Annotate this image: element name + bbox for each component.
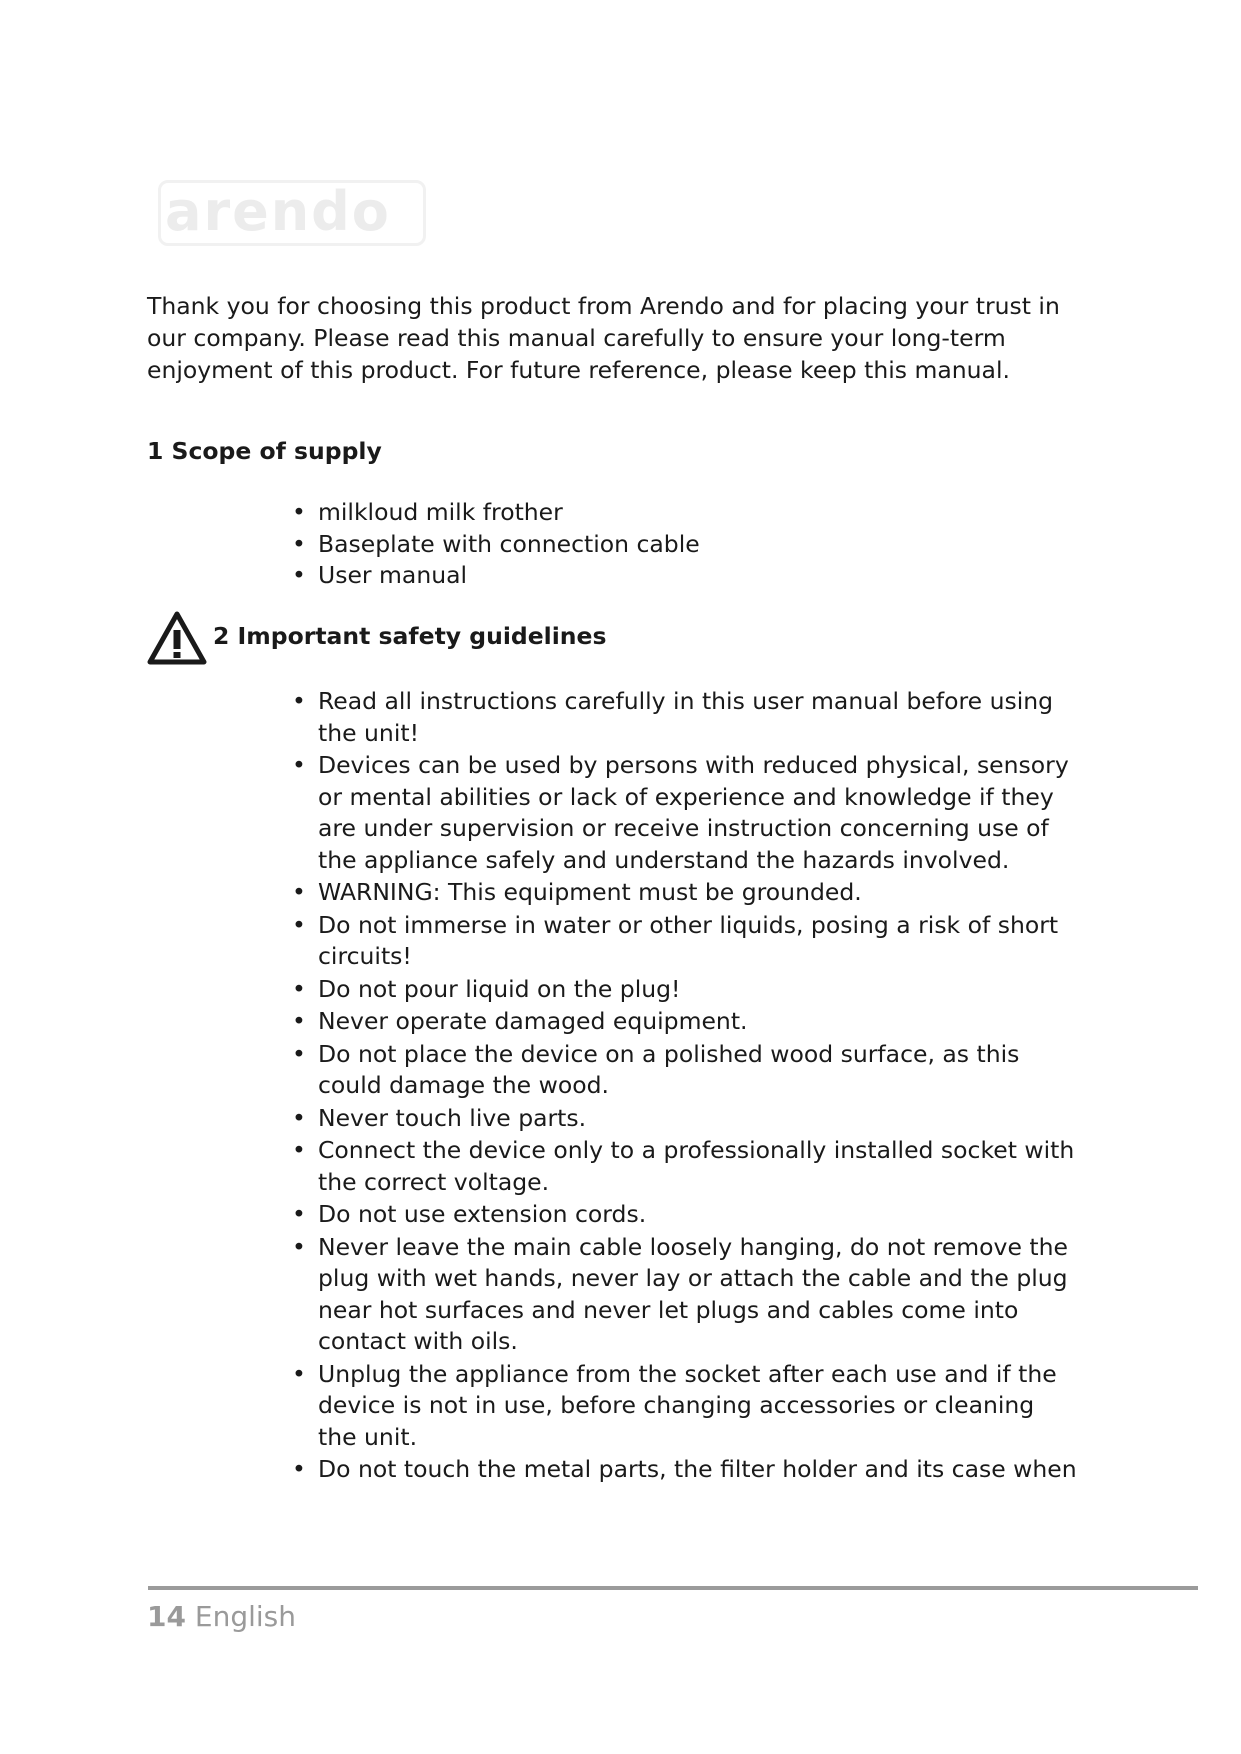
list-item: • Do not place the device on a polished wood surface, as this could damage the wood. xyxy=(290,1039,1080,1102)
list-item: • milkloud milk frother xyxy=(290,497,1090,529)
scope-of-supply-list xyxy=(290,497,1090,592)
safety-guidelines-list xyxy=(290,686,1080,1487)
list-item: • Never leave the main cable loosely hanging, do not remove the plug with wet hands, never lay or attach the cable and the plug near hot surfaces and never let plugs and cables come into contact with oils. xyxy=(290,1232,1080,1358)
list-item: • WARNING: This equipment must be grounded. xyxy=(290,877,1080,909)
list-item: • Do not use extension cords. xyxy=(290,1199,1080,1231)
arendo-logo xyxy=(158,180,426,246)
list-item: • Connect the device only to a professionally installed socket with the correct voltage. xyxy=(290,1135,1080,1198)
section-2-heading: 2 Important safety guidelines xyxy=(213,622,607,650)
footer-language: English xyxy=(194,1600,296,1633)
logo-text: arendo xyxy=(165,180,391,243)
warning-triangle-icon xyxy=(146,610,208,666)
list-item: • Devices can be used by persons with reduced physical, sensory or mental abilities or lack of experience and knowledge if they are under supervision or receive instruction concerning use of the appliance safely and understand the hazards involved. xyxy=(290,750,1080,876)
list-item: • Do not immerse in water or other liquids, posing a risk of short circuits! xyxy=(290,910,1080,973)
list-item: • Do not touch the metal parts, the filter holder and its case when xyxy=(290,1454,1080,1486)
list-item: • Read all instructions carefully in this user manual before using the unit! xyxy=(290,686,1080,749)
footer-divider xyxy=(148,1586,1198,1590)
list-item: • Never operate damaged equipment. xyxy=(290,1006,1080,1038)
page-footer xyxy=(147,1600,296,1633)
intro-paragraph: Thank you for choosing this product from Arendo and for placing your trust in our company. Please read this manual carefully to ensure your long-term enjoyment of this product. For future reference, please keep this manual. xyxy=(147,292,1060,384)
list-item: • Do not pour liquid on the plug! xyxy=(290,974,1080,1006)
list-item: • Unplug the appliance from the socket after each use and if the device is not in use, before changing accessories or cleaning the unit. xyxy=(290,1359,1080,1454)
list-item: • Baseplate with connection cable xyxy=(290,529,1090,561)
list-item: • Never touch live parts. xyxy=(290,1103,1080,1135)
list-item: • User manual xyxy=(290,560,1090,592)
section-1-heading: 1 Scope of supply xyxy=(147,437,382,465)
page-number: 14 xyxy=(147,1600,186,1633)
